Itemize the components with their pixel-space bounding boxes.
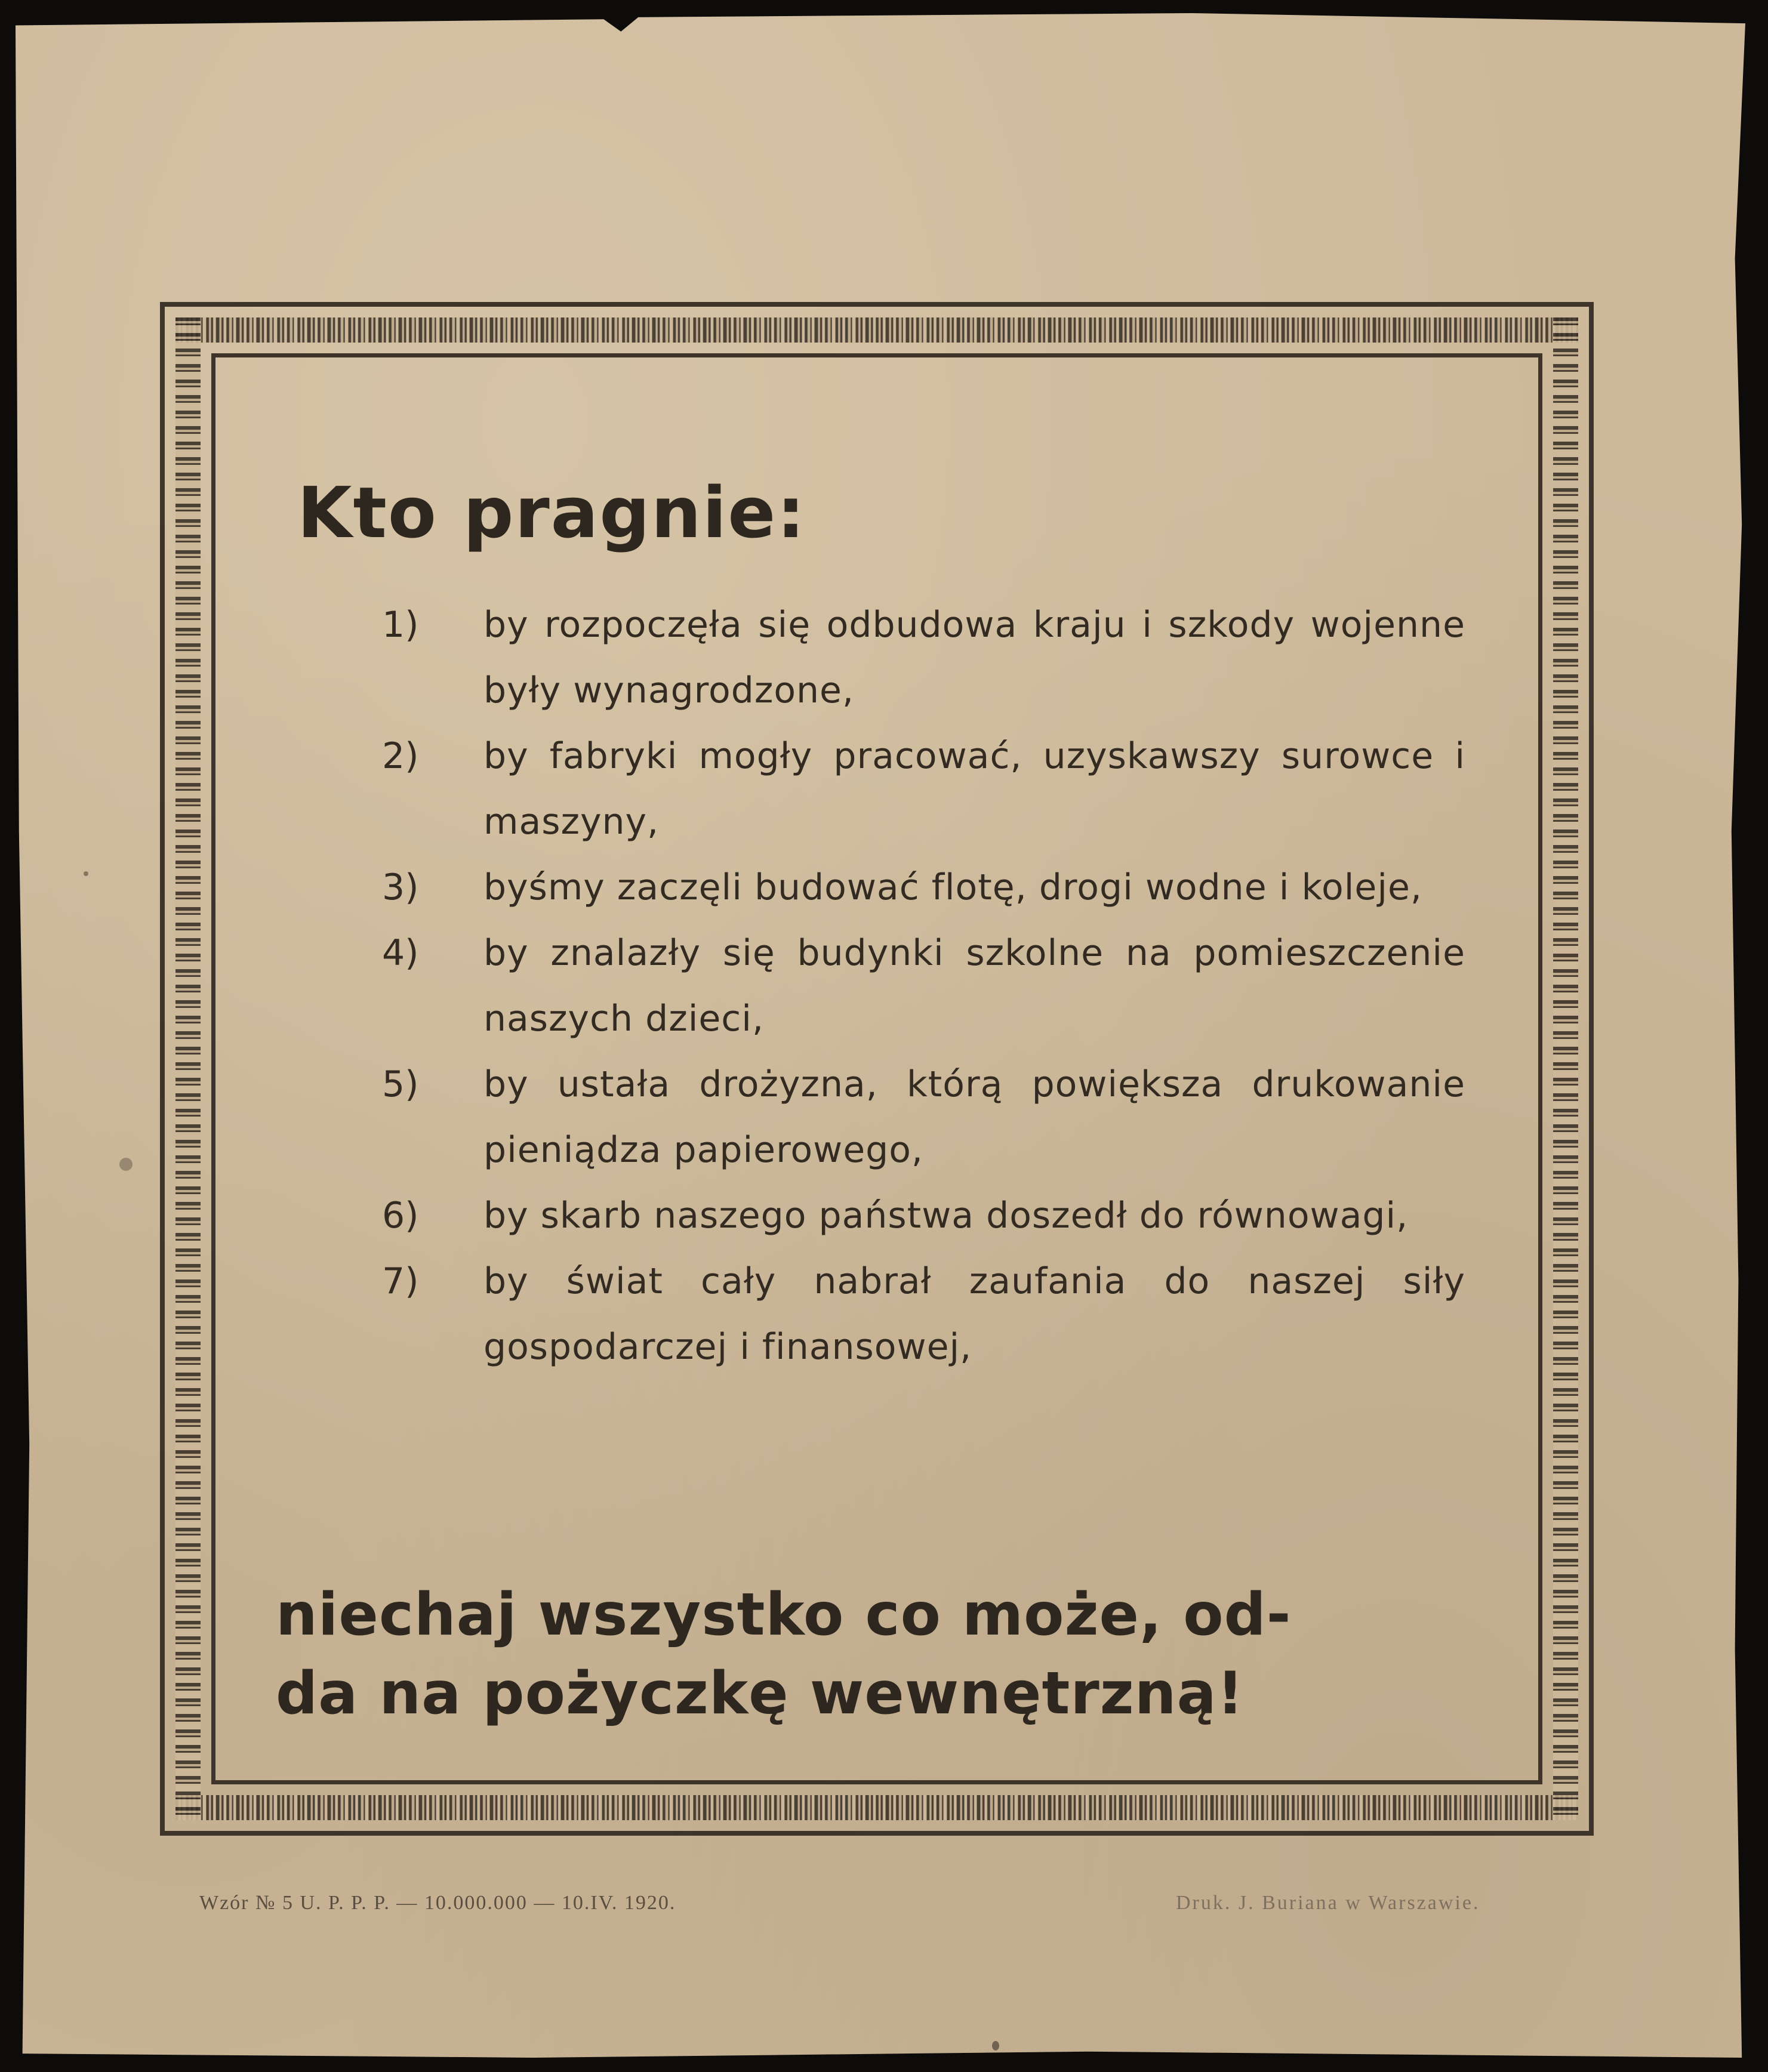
item-number: 2) (382, 735, 419, 777)
closing-line-2: da na pożyczkę wewnętrzną! (276, 1660, 1245, 1728)
item-text: by rozpoczęła się odbudowa kraju i szkody wojenne były wynagrodzone, (483, 604, 1465, 711)
demands-list (382, 592, 1465, 1380)
item-number: 7) (382, 1260, 419, 1302)
list-item (382, 1248, 1465, 1380)
paper-speck (992, 2041, 999, 2051)
closing-appeal (276, 1575, 1493, 1733)
list-item (382, 723, 1465, 855)
page-title: Kto pragnie: (297, 471, 806, 554)
item-text: by fabryki mogły pracować, uzyskawszy surowce i maszyny, (483, 735, 1465, 843)
paper-speck (84, 871, 88, 876)
item-text: by znalazły się budynki szkolne na pomieszczenie naszych dzieci, (483, 932, 1465, 1040)
print-form-note: Wzór № 5 U. P. P. P. — 10.000.000 — 10.IV. 1920. (199, 1892, 676, 1914)
closing-line-1: niechaj wszystko co może, od- (276, 1581, 1292, 1649)
item-text: byśmy zaczęli budować flotę, drogi wodne i koleje, (483, 867, 1422, 908)
paper-speck (119, 1158, 133, 1171)
item-text: by ustała drożyzna, którą powiększa drukowanie pieniądza papierowego, (483, 1063, 1465, 1171)
item-number: 1) (382, 604, 419, 646)
list-item (382, 1183, 1465, 1248)
item-text: by skarb naszego państwa doszedł do równowagi, (483, 1195, 1409, 1237)
printer-imprint: Druk. J. Buriana w Warszawie. (1176, 1892, 1480, 1914)
item-number: 6) (382, 1195, 419, 1237)
item-number: 3) (382, 867, 419, 908)
list-item (382, 1052, 1465, 1183)
list-item (382, 592, 1465, 723)
item-number: 4) (382, 932, 419, 974)
list-item (382, 920, 1465, 1052)
list-item (382, 855, 1465, 920)
item-number: 5) (382, 1063, 419, 1105)
item-text: by świat cały nabrał zaufania do naszej siły gospodarczej i finansowej, (483, 1260, 1465, 1368)
